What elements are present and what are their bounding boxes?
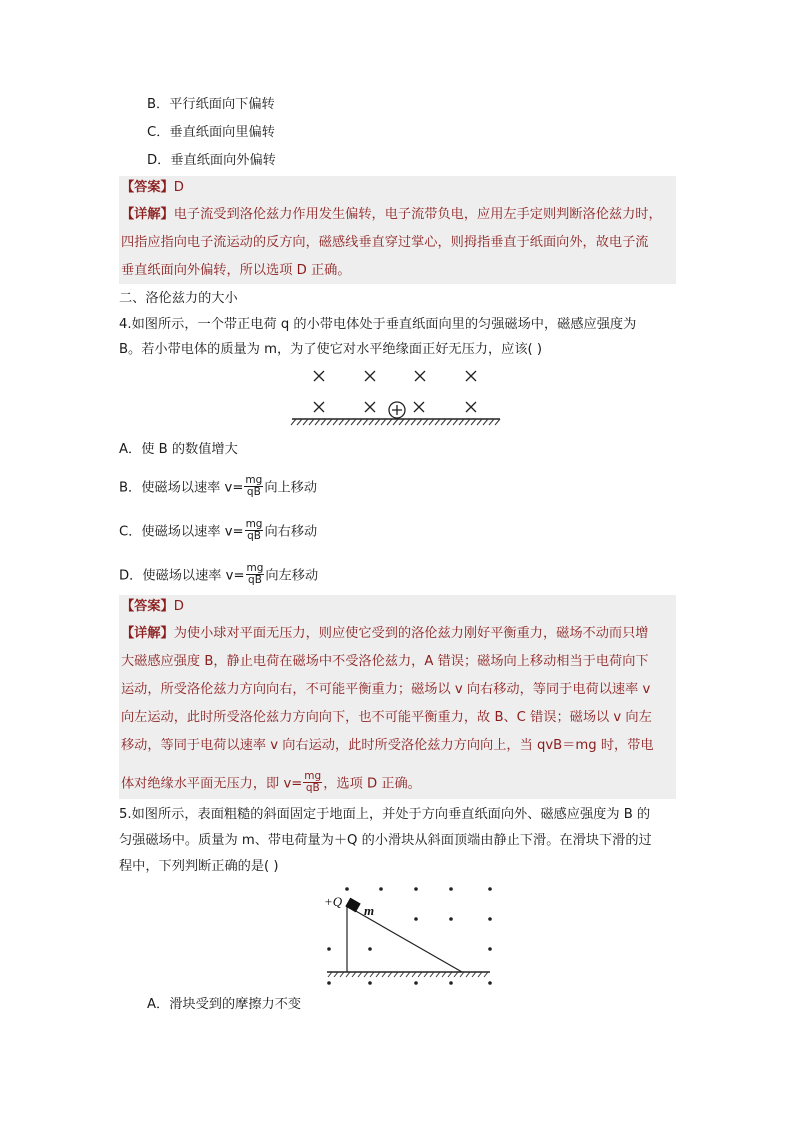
fraction-numerator: mg	[245, 474, 263, 486]
fraction-numerator: mg	[304, 770, 322, 782]
q5-incline-diagram	[322, 884, 496, 988]
answer-value: D	[173, 180, 184, 195]
option-text: C．使磁场以速率 v=	[119, 524, 244, 540]
option-text: 向上移动	[264, 480, 318, 496]
q4-option-d	[119, 564, 318, 587]
answer-value: D	[173, 599, 184, 614]
fraction-denominator: qB	[305, 782, 320, 794]
q3-option-d: D．垂直纸面向外偏转	[147, 153, 276, 168]
q4-explanation-line: 运动，所受洛伦兹力方向向右，不可能平衡重力；磁场以 v 向右移动，等同于电荷以速率 v	[121, 682, 651, 697]
q4-explanation-line	[121, 772, 421, 795]
q4-option-a: A．使 B 的数值增大	[119, 442, 238, 457]
field-cross-icon	[365, 402, 375, 412]
q5-option-a: A．滑块受到的摩擦力不变	[147, 997, 302, 1012]
section-title: 二、洛伦兹力的大小	[119, 291, 238, 306]
q4-option-c	[119, 520, 317, 543]
q5-stem-line: 匀强磁场中。质量为 m、带电荷量为＋Q 的小滑块从斜面顶端由静止下滑。在滑块下滑的过	[119, 833, 652, 848]
field-cross-icon	[414, 402, 424, 412]
q3-explanation-line	[121, 206, 662, 224]
explanation-text: 体对绝缘水平面无压力，即 v=	[121, 776, 303, 792]
q3-option-c: C．垂直纸面向里偏转	[147, 125, 275, 140]
q4-explanation-line: 移动，等同于电荷以速率 v 向右运动，此时所受洛伦兹力方向向上，当 qvB＝mg 时，带电	[121, 738, 654, 753]
q4-stem-line: 4.如图所示，一个带正电荷 q 的小带电体处于垂直纸面向里的匀强磁场中，磁感应强度为	[119, 317, 637, 332]
field-cross-icon	[314, 371, 324, 381]
q3-explanation-line: 垂直纸面向外偏转，所以选项 D 正确。	[121, 263, 351, 278]
slider-block	[345, 898, 360, 913]
fraction-denominator: qB	[246, 486, 261, 498]
q4-stem-line: B。若小带电体的质量为 m，为了使它对水平绝缘面正好无压力，应该( )	[119, 342, 543, 357]
q4-explanation-line: 大磁感应强度 B，静止电荷在磁场中不受洛伦兹力，A 错误；磁场向上移动相当于电荷向下	[121, 654, 649, 669]
q4-magnetic-field-diagram	[290, 366, 502, 430]
charge-label: +Q	[324, 894, 343, 909]
explanation-text: 为使小球对平面无压力，则应使它受到的洛伦兹力刚好平衡重力，磁场不动而只增	[173, 626, 649, 641]
answer-label: 【答案】	[121, 180, 174, 195]
option-text: B．使磁场以速率 v=	[119, 480, 244, 496]
fraction-mg-over-qb	[245, 519, 264, 542]
explanation-text: ，选项 D 正确。	[323, 776, 421, 792]
option-text: 向左移动	[265, 568, 319, 584]
fraction-mg-over-qb	[246, 563, 265, 586]
option-text: D．使磁场以速率 v=	[119, 568, 245, 584]
mass-label: m	[364, 903, 375, 918]
explanation-text: 电子流受到洛伦兹力作用发生偏转，电子流带负电，应用左手定则判断洛伦兹力时，	[173, 207, 662, 222]
q3-explanation-line: 四指应指向电子流运动的反方向，磁感线垂直穿过掌心，则拇指垂直于纸面向外，故电子流	[121, 235, 649, 250]
option-text: 向右移动	[264, 524, 318, 540]
fraction-numerator: mg	[245, 518, 263, 530]
field-cross-icon	[466, 402, 476, 412]
field-cross-icon	[314, 402, 324, 412]
field-cross-icon	[365, 371, 375, 381]
fraction-numerator: mg	[246, 562, 264, 574]
fraction-mg-over-qb	[303, 771, 322, 794]
field-cross-icon	[466, 371, 476, 381]
fraction-denominator: qB	[248, 574, 262, 586]
ground-hatching	[291, 419, 500, 425]
q3-answer	[121, 179, 184, 197]
field-cross-icon	[415, 371, 425, 381]
fraction-denominator: qB	[247, 530, 261, 542]
explanation-label: 【详解】	[121, 626, 174, 641]
answer-label: 【答案】	[121, 599, 174, 614]
q3-option-b: B．平行纸面向下偏转	[147, 97, 275, 112]
q5-stem-line: 程中，下列判断正确的是( )	[119, 859, 279, 874]
q4-explanation-line: 向左运动，此时所受洛伦兹力方向向下，也不可能平衡重力，故 B、C 错误；磁场以 v 向左	[121, 710, 652, 725]
q4-explanation-line	[121, 625, 649, 643]
q5-stem-line: 5.如图所示，表面粗糙的斜面固定于地面上，并处于方向垂直纸面向外、磁感应强度为 B 的	[119, 807, 651, 822]
fraction-mg-over-qb	[244, 475, 263, 498]
q4-answer	[121, 598, 184, 616]
q4-option-b	[119, 476, 317, 499]
explanation-label: 【详解】	[121, 207, 174, 222]
